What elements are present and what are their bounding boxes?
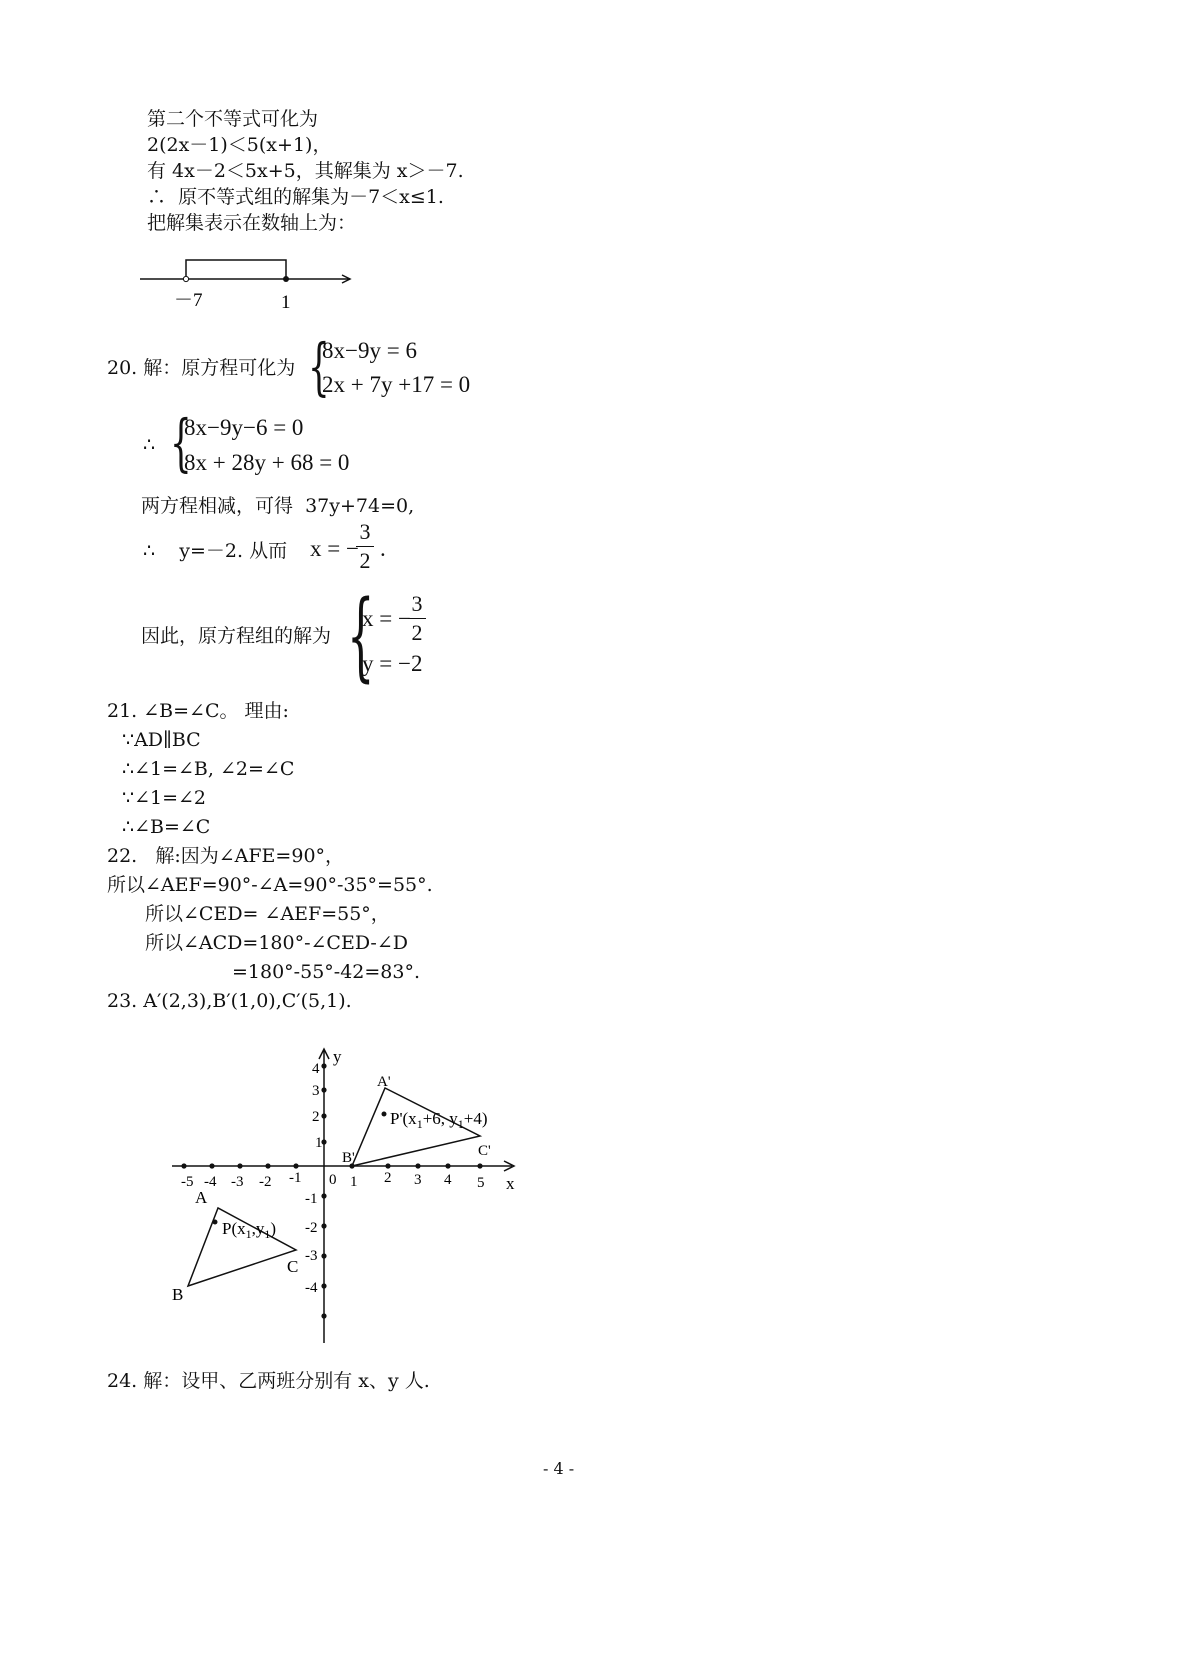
x-tick-neg4: -4 [204, 1174, 217, 1190]
point-p-prime [382, 1112, 387, 1117]
q20-solution-y: y = −2 [362, 651, 423, 676]
q20-y-line: ∴ y=－2. 从而 [143, 540, 288, 562]
q20-system2-eq2: 8x + 28y + 68 = 0 [184, 450, 350, 475]
q20-therefore: ∴ [143, 434, 156, 456]
q20-x-equals: x = − [310, 536, 359, 561]
vertex-a-prime-label: A' [377, 1074, 391, 1090]
x-origin-label: 0 [329, 1172, 337, 1188]
y-axis-label: y [333, 1047, 342, 1066]
vertex-b-label: B [172, 1285, 184, 1304]
vertex-a-label: A [195, 1188, 208, 1207]
x-tick-neg2: -2 [259, 1174, 272, 1190]
x-tick-4: 4 [444, 1172, 452, 1188]
x-tick-neg3: -3 [231, 1174, 244, 1190]
q20-solution-fraction-denominator: 2 [411, 620, 423, 645]
q20-system1-eq1: 8x−9y = 6 [322, 338, 417, 363]
q21-line-5: ∴∠B=∠C [122, 816, 211, 838]
intro-line-5: 把解集表示在数轴上为： [147, 212, 357, 234]
x-tick-2: 2 [384, 1170, 392, 1186]
x-tick-5: 5 [477, 1175, 485, 1191]
q20-lead: 20. 解：原方程可化为 [107, 357, 296, 379]
number-line-left-label: －7 [174, 290, 203, 311]
x-tick-3: 3 [414, 1172, 422, 1188]
q20-solution-fraction-numerator: 3 [411, 591, 423, 616]
q20-system1-eq2: 2x + 7y +17 = 0 [322, 372, 471, 397]
q20-x-fraction-denominator: 2 [359, 548, 371, 573]
page-number: - 4 - [543, 1459, 575, 1478]
intro-line-2: 2(2x－1)＜5(x+1)， [147, 134, 332, 156]
q21-line-1: 21. ∠B=∠C。 理由: [107, 700, 289, 722]
intro-line-1: 第二个不等式可化为 [147, 108, 319, 130]
q20-brace-2: { [170, 406, 192, 479]
q22-line-1: 22. 解:因为∠AFE=90°， [107, 845, 345, 867]
x-axis-label: x [506, 1174, 515, 1193]
number-line-right-label: 1 [281, 292, 291, 313]
y-tick-neg4: -4 [305, 1280, 318, 1296]
q20-brace-1: { [308, 330, 330, 403]
y-tick-neg3: -3 [305, 1248, 318, 1264]
q24-line-1: 24. 解：设甲、乙两班分别有 x、y 人. [107, 1370, 430, 1392]
y-tick-4: 4 [312, 1061, 320, 1077]
q22-line-3: 所以∠CED= ∠AEF=55°， [145, 903, 390, 925]
point-p [213, 1220, 218, 1225]
q21-line-3: ∴∠1=∠B, ∠2=∠C [122, 758, 295, 780]
y-tick-3: 3 [312, 1083, 320, 1099]
q23-line-1: 23. A′(2,3),B′(1,0),C′(5,1). [107, 990, 352, 1012]
vertex-b-prime-label: B' [342, 1150, 355, 1166]
x-tick-neg1: -1 [289, 1170, 302, 1186]
q22-line-4: 所以∠ACD=180°-∠CED-∠D [145, 932, 409, 954]
q20-period: . [380, 536, 386, 561]
q20-subtract-line: 两方程相减，可得 37y+74=0, [141, 495, 415, 517]
q20-solution-x: x = − [362, 606, 411, 631]
y-tick-1: 1 [315, 1135, 323, 1151]
x-tick-1: 1 [350, 1174, 358, 1190]
intro-line-4: ∴ 原不等式组的解集为－7＜x≤1. [147, 186, 444, 208]
point-p-prime-label: $P'(x_1+6$, $y_1+4$) [390, 1109, 488, 1131]
y-tick-neg2: -2 [305, 1220, 318, 1236]
q20-x-fraction-numerator: 3 [359, 519, 371, 544]
y-tick-neg1: -1 [305, 1191, 318, 1207]
vertex-c-prime-label: C' [478, 1143, 491, 1159]
vertex-c-label: C [287, 1257, 299, 1276]
q21-line-4: ∵∠1=∠2 [122, 787, 207, 809]
q20-system2-eq1: 8x−9y−6 = 0 [184, 415, 304, 440]
intro-line-3: 有 4x－2＜5x+5，其解集为 x＞－7. [147, 160, 464, 182]
x-tick-neg5: -5 [181, 1174, 194, 1190]
q22-line-5: =180°-55°-42=83°. [232, 961, 421, 983]
q20-brace-3: { [347, 580, 375, 692]
point-p-label: $P(x_1,y_1)$ [222, 1219, 277, 1241]
q22-line-2: 所以∠AEF=90°-∠A=90°-35°=55°. [107, 874, 433, 896]
q20-solution-lead: 因此，原方程组的解为 [141, 625, 332, 647]
y-tick-2: 2 [312, 1109, 320, 1125]
q21-line-2: ∵AD∥BC [122, 729, 201, 751]
